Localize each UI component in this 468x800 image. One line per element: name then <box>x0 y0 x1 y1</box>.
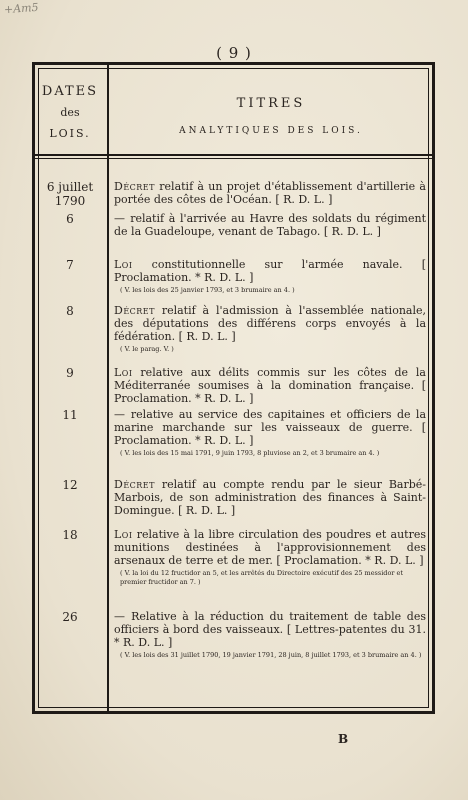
entry-lead: Loi <box>114 258 133 271</box>
entry-note: ( V. la loi du 12 fructidor an 5, et les arrêtés du Directoire exécutif des 25 messidor et premier fructidor an 7. ) <box>120 569 404 586</box>
entry-lead: Décret <box>114 478 155 491</box>
entry-lead: — <box>114 408 126 421</box>
entry-lead: Décret <box>114 304 155 317</box>
entry-text <box>114 304 426 354</box>
entry-lead: — <box>114 212 126 225</box>
entry-body: relatif à l'admission à l'assemblée nationale, des députations des différens corps envoyés à la fédération. [ R. D. L. ] <box>114 304 426 343</box>
page-number: ( 9 ) <box>216 44 252 62</box>
entry-note: ( V. les lois des 25 janvier 1793, et 3 brumaire an 4. ) <box>120 286 295 294</box>
entry-note: ( V. les lois des 15 mai 1791, 9 juin 1793, 8 pluviose an 2, et 3 brumaire an 4. ) <box>120 449 380 457</box>
entry-body: constitutionnelle sur l'armée navale. [ Proclamation. * R. D. L. ] <box>114 258 426 284</box>
titres-column-header <box>110 96 432 136</box>
header-rule-thin <box>32 158 435 159</box>
entry-body: relative au service des capitaines et officiers de la marine marchande sur les vaisseaux de guerre. [ Proclamation. * R. D. L. ] <box>114 408 426 447</box>
entry-lead: Loi <box>114 366 133 379</box>
entry-body: Relative à la réduction du traitement de table des officiers à bord des vaisseaux. [ Lettres-patentes du 31. * R. D. L. ] <box>114 610 426 649</box>
entry-date: 7 <box>66 258 74 272</box>
entry-date: 18 <box>62 528 78 542</box>
entry-text <box>114 610 426 660</box>
signature-mark: B <box>338 732 349 746</box>
entry-date: 8 <box>66 304 74 318</box>
entry-text <box>114 180 426 206</box>
pencil-note: +Am5 <box>3 0 40 17</box>
entry-body: relative aux délits commis sur les côtes de la Méditerranée soumises à la domination française. [ Proclamation. * R. D. L. ] <box>114 366 426 405</box>
entry-text <box>114 478 426 517</box>
entry-body: relatif à un projet d'établissement d'artillerie à portée des côtes de l'Océan. [ R. D. L. ] <box>114 180 426 206</box>
entry-text <box>114 366 426 405</box>
column-divider <box>107 62 109 714</box>
entry-date: 26 <box>62 610 78 624</box>
entry-text <box>114 408 426 458</box>
dates-header-title: DATES <box>41 84 99 99</box>
dates-header-lois: LOIS. <box>49 127 91 140</box>
entry-date: 12 <box>62 478 78 492</box>
entry-text <box>114 212 426 238</box>
entry-date: 6 <box>66 212 74 226</box>
entry-date: 6 juillet 1790 <box>46 180 94 208</box>
entry-lead: Loi <box>114 528 133 541</box>
titres-header-subtitle: ANALYTIQUES DES LOIS. <box>179 126 363 136</box>
header-rule <box>32 154 435 156</box>
entry-date: 11 <box>62 408 78 422</box>
entry-body: relative à la libre circulation des poudres et autres munitions destinées à l'approvisionnement des arsenaux de terre et de mer. [ Proclamation. * R. D. L. ] <box>114 528 426 567</box>
titres-header-title: TITRES <box>236 96 306 111</box>
entry-date: 9 <box>66 366 74 380</box>
entry-body: relatif à l'arrivée au Havre des soldats du régiment de la Guadeloupe, venant de Tabago. [ R. D. L. ] <box>114 212 426 238</box>
entry-lead: Décret <box>114 180 155 193</box>
entry-note: ( V. les lois des 31 juillet 1790, 19 janvier 1791, 28 juin, 8 juillet 1793, et 3 brumaire an 4. ) <box>120 651 422 659</box>
entry-text <box>114 528 426 587</box>
entry-text <box>114 258 426 295</box>
dates-header-des: des <box>60 106 80 119</box>
entry-lead: — <box>114 610 126 623</box>
entry-body: relatif au compte rendu par le sieur Barbé-Marbois, de son administration des finances à Saint-Domingue. [ R. D. L. ] <box>114 478 426 517</box>
dates-column-header <box>36 84 104 140</box>
entry-note: ( V. le parag. V. ) <box>120 345 174 353</box>
